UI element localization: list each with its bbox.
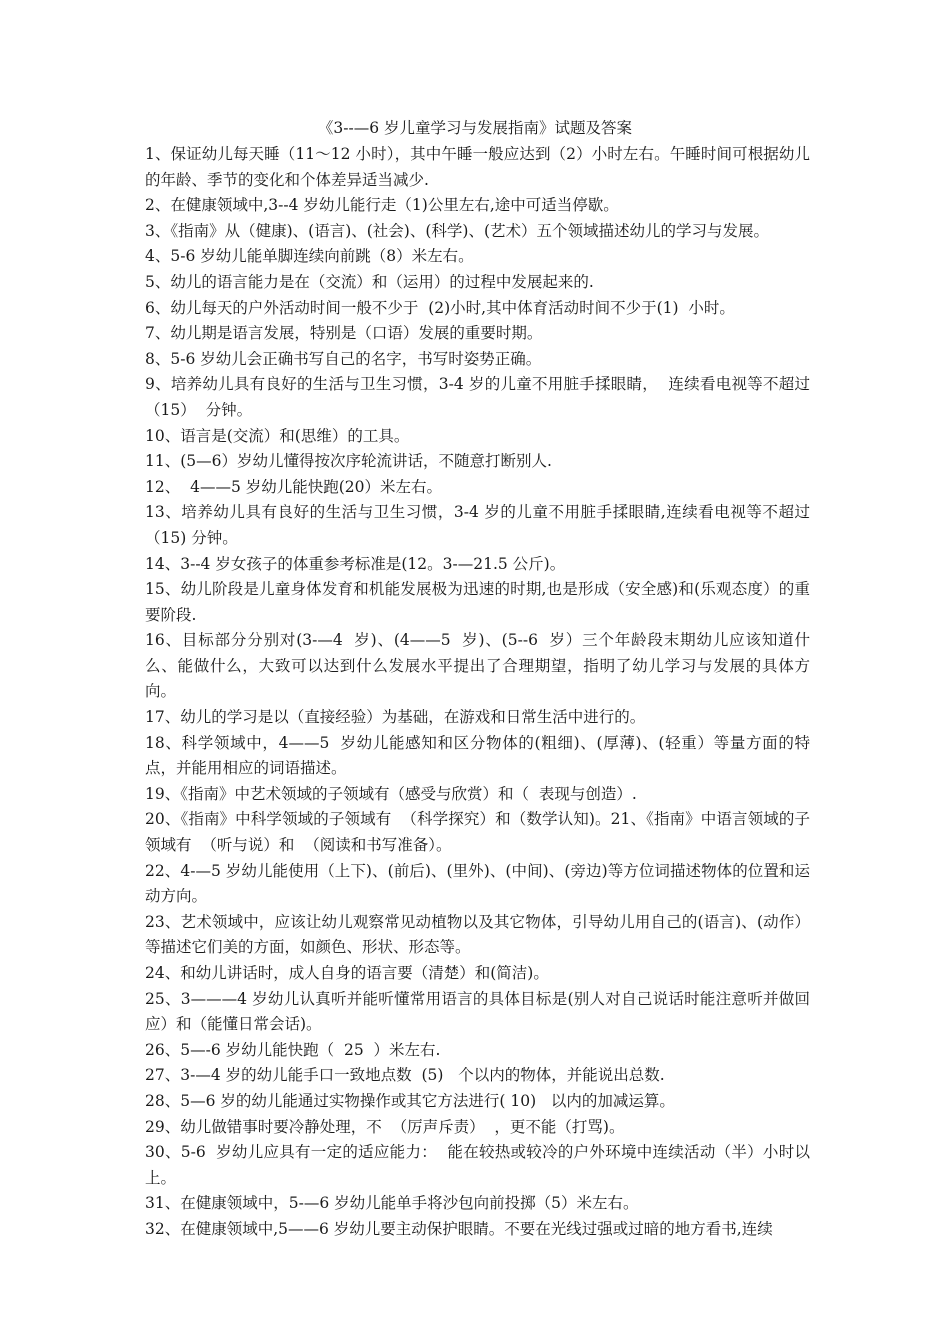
question-13: 13、培养幼儿具有良好的生活与卫生习惯，3-4 岁的儿童不用脏手揉眼睛,连续看电视等不超过（15) 分钟。 xyxy=(145,503,810,547)
question-11: 11、(5—6）岁幼儿懂得按次序轮流讲话，不随意打断别人. xyxy=(145,452,552,471)
question-29: 29、幼儿做错事时要冷静处理，不 （厉声斥责） ，更不能（打骂)。 xyxy=(145,1117,625,1136)
question-17: 17、幼儿的学习是以（直接经验）为基础，在游戏和日常生活中进行的。 xyxy=(145,708,646,727)
question-15: 15、幼儿阶段是儿童身体发育和机能发展极为迅速的时期,也是形成（安全感)和(乐观态度）的重要阶段. xyxy=(145,580,810,624)
question-8: 8、5-6 岁幼儿会正确书写自己的名字，书写时姿势正确。 xyxy=(145,349,542,368)
question-18: 18、科学领域中，4——5 岁幼儿能感知和区分物体的(粗细)、(厚薄)、(轻重）等量方面的特点，并能用相应的词语描述。 xyxy=(145,733,810,778)
question-22: 22、4-—5 岁幼儿能使用（上下)、(前后)、(里外)、(中间)、(旁边)等方位词描述物体的位置和运动方向。 xyxy=(145,861,810,906)
question-28: 28、5—6 岁的幼儿能通过实物操作或其它方法进行( 10) 以内的加减运算。 xyxy=(145,1091,675,1110)
document-title: 《3--—6 岁儿童学习与发展指南》试题及答案 xyxy=(317,119,633,137)
question-27: 27、3-—4 岁的幼儿能手口一致地点数 (5) 个以内的物体，并能说出总数. xyxy=(145,1066,665,1085)
question-10: 10、语言是(交流）和(思维）的工具。 xyxy=(145,426,410,445)
question-1: 1、保证幼儿每天睡（11～12 小时），其中午睡一般应达到（2）小时左右。午睡时间可根据幼儿的年龄、季节的变化和个体差异适当减少. xyxy=(145,145,810,189)
question-4: 4、5-6 岁幼儿能单脚连续向前跳（8）米左右。 xyxy=(145,247,474,266)
question-25: 25、3———4 岁幼儿认真听并能听懂常用语言的具体目标是(别人对自己说话时能注意听并做回应）和（能懂日常会话)。 xyxy=(145,989,810,1034)
question-20-21: 20、《指南》中科学领域的子领域有 （科学探究）和（数学认知)。21、《指南》中语言领域的子领域有 （听与说）和 （阅读和书写准备）。 xyxy=(145,810,810,855)
question-26: 26、5—-6 岁幼儿能快跑（ 25 ）米左右. xyxy=(145,1040,441,1059)
question-12: 12、 4——5 岁幼儿能快跑(20）米左右。 xyxy=(145,477,442,496)
document-body xyxy=(145,142,810,1243)
question-19: 19、《指南》中艺术领域的子领域有（感受与欣赏）和（ 表现与创造）. xyxy=(145,784,637,803)
question-2: 2、在健康领域中,3--4 岁幼儿能行走（1)公里左右,途中可适当停歇。 xyxy=(145,196,619,215)
question-24: 24、和幼儿讲话时，成人自身的语言要（清楚）和(简洁)。 xyxy=(145,964,549,982)
question-14: 14、3--4 岁女孩子的体重参考标准是(12。3-—21.5 公斤)。 xyxy=(145,554,566,573)
question-32: 32、在健康领域中,5——6 岁幼儿要主动保护眼睛。不要在光线过强或过暗的地方看书,连续 xyxy=(145,1219,773,1238)
question-30: 30、5-6 岁幼儿应具有一定的适应能力： 能在较热或较冷的户外环境中连续活动（半）小时以上。 xyxy=(145,1143,810,1187)
question-23: 23、艺术领域中，应该让幼儿观察常见动植物以及其它物体，引导幼儿用自己的(语言)、(动作）等描述它们美的方面，如颜色、形状、形态等。 xyxy=(145,912,810,957)
question-6: 6、幼儿每天的户外活动时间一般不少于 (2)小时,其中体育活动时间不少于(1) 小时。 xyxy=(145,298,735,317)
question-9: 9、培养幼儿具有良好的生活与卫生习惯，3-4 岁的儿童不用脏手揉眼睛， 连续看电视等不超过（15） 分钟。 xyxy=(145,375,810,419)
question-31: 31、在健康领域中，5-—6 岁幼儿能单手将沙包向前投掷（5）米左右。 xyxy=(145,1194,639,1213)
question-16: 16、目标部分分别对(3-—4 岁)、(4——5 岁)、(5--6 岁）三个年龄段末期幼儿应该知道什么、能做什么，大致可以达到什么发展水平提出了合理期望，指明了幼儿学习与发展的具体方向。 xyxy=(145,631,810,701)
question-3: 3、《指南》从（健康)、(语言)、(社会)、(科学)、(艺术）五个领域描述幼儿的学习与发展。 xyxy=(145,221,769,240)
question-7: 7、幼儿期是语言发展，特别是（口语）发展的重要时期。 xyxy=(145,324,543,343)
question-5: 5、幼儿的语言能力是在（交流）和（运用）的过程中发展起来的. xyxy=(145,272,594,291)
